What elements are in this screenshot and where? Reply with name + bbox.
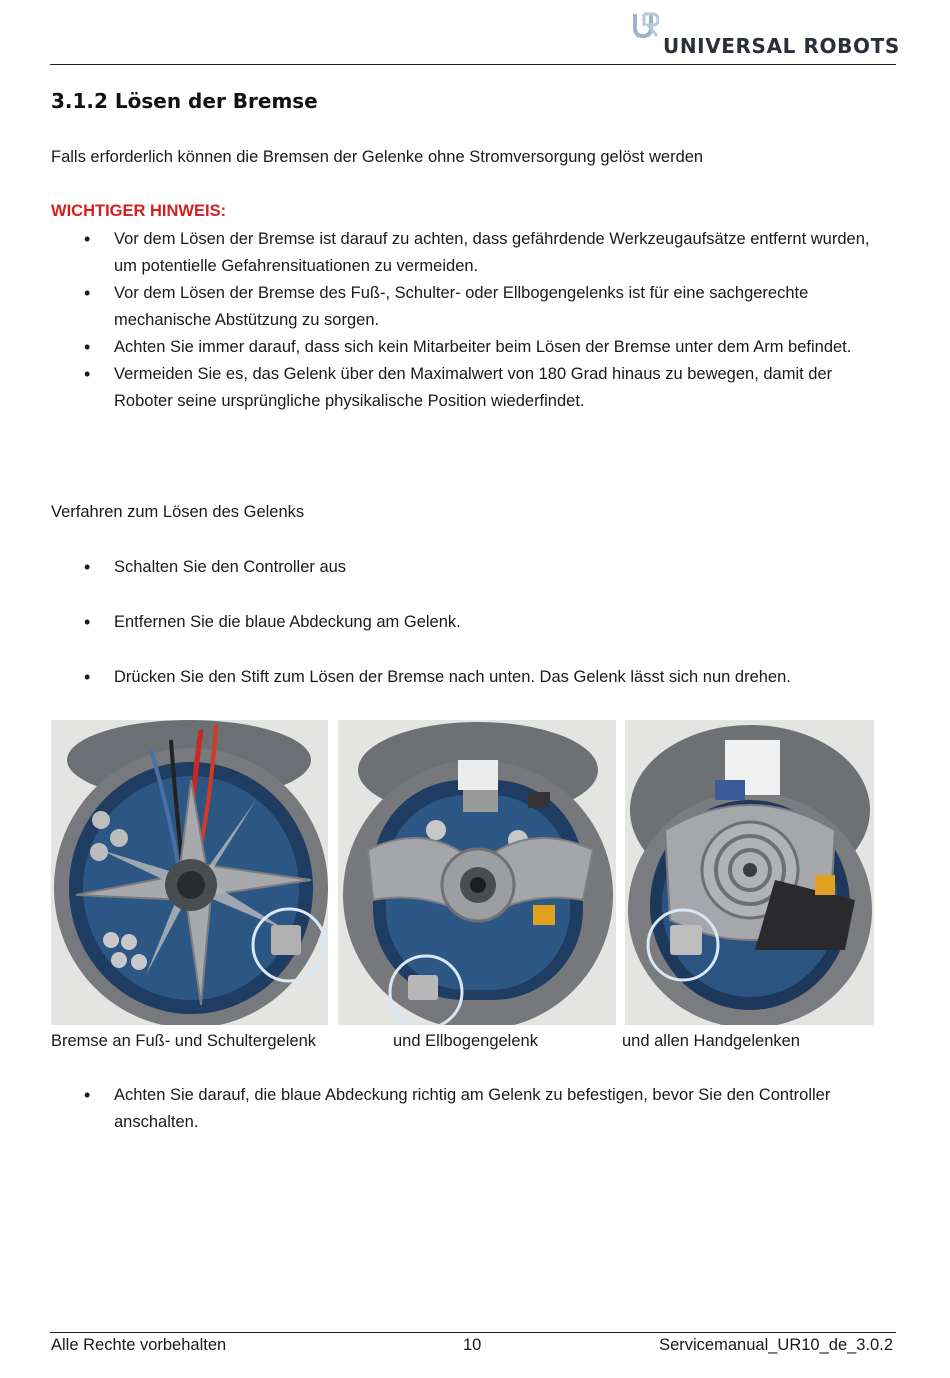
footer-document-id: Servicemanual_UR10_de_3.0.2 [659,1336,893,1354]
page-number: 10 [463,1336,482,1354]
procedure-title: Verfahren zum Lösen des Gelenks [51,503,305,521]
brand-name: UNIVERSAL ROBOTS [663,34,900,58]
warning-item: • Vermeiden Sie es, das Gelenk über den Maximalwert von 180 Grad hinaus zu bewegen, damit der Roboter seine ursprüngliche physikalische Position wiederfindet. [51,361,891,415]
warning-item: • Vor dem Lösen der Bremse ist darauf zu achten, dass gefährdende Werkzeugaufsätze entfernt wurden, um potentielle Gefahrensituationen zu vermeiden. [51,226,891,280]
caption-elbow: und Ellbogengelenk [393,1032,538,1050]
warning-item: • Achten Sie immer darauf, dass sich kein Mitarbeiter beim Lösen der Bremse unter dem Arm befindet. [51,334,891,361]
step-item: • Drücken Sie den Stift zum Lösen der Bremse nach unten. Das Gelenk lässt sich nun drehen. [51,664,891,691]
photo-elbow-joint [338,720,616,1025]
photo-base-shoulder-joint [51,720,328,1025]
step-item: • Schalten Sie den Controller aus [51,554,891,581]
step-item: • Entfernen Sie die blaue Abdeckung am Gelenk. [51,609,891,636]
universal-robots-logo [633,12,900,60]
footer-rights: Alle Rechte vorbehalten [51,1336,227,1354]
section-title: 3.1.2 Lösen der Bremse [51,89,318,113]
photo-wrist-joint [625,720,874,1025]
step-list [51,664,891,691]
caption-wrist: und allen Handgelenken [622,1032,800,1050]
warning-item: • Vor dem Lösen der Bremse des Fuß-, Schulter- oder Ellbogengelenks ist für eine sachgerechte mechanische Abstützung zu sorgen. [51,280,891,334]
caption-base-shoulder: Bremse an Fuß- und Schultergelenk [51,1032,317,1050]
header-divider [50,64,896,65]
step-list [51,554,891,581]
warning-list [51,226,891,415]
final-step-list [51,1082,891,1136]
warning-label: WICHTIGER HINWEIS: [51,202,227,220]
step-list [51,609,891,636]
intro-text: Falls erforderlich können die Bremsen der Gelenke ohne Stromversorgung gelöst werden [51,148,704,166]
step-item: • Achten Sie darauf, die blaue Abdeckung richtig am Gelenk zu befestigen, bevor Sie den Controller anschalten. [51,1082,891,1136]
ur-logo-mark-icon [633,12,659,42]
